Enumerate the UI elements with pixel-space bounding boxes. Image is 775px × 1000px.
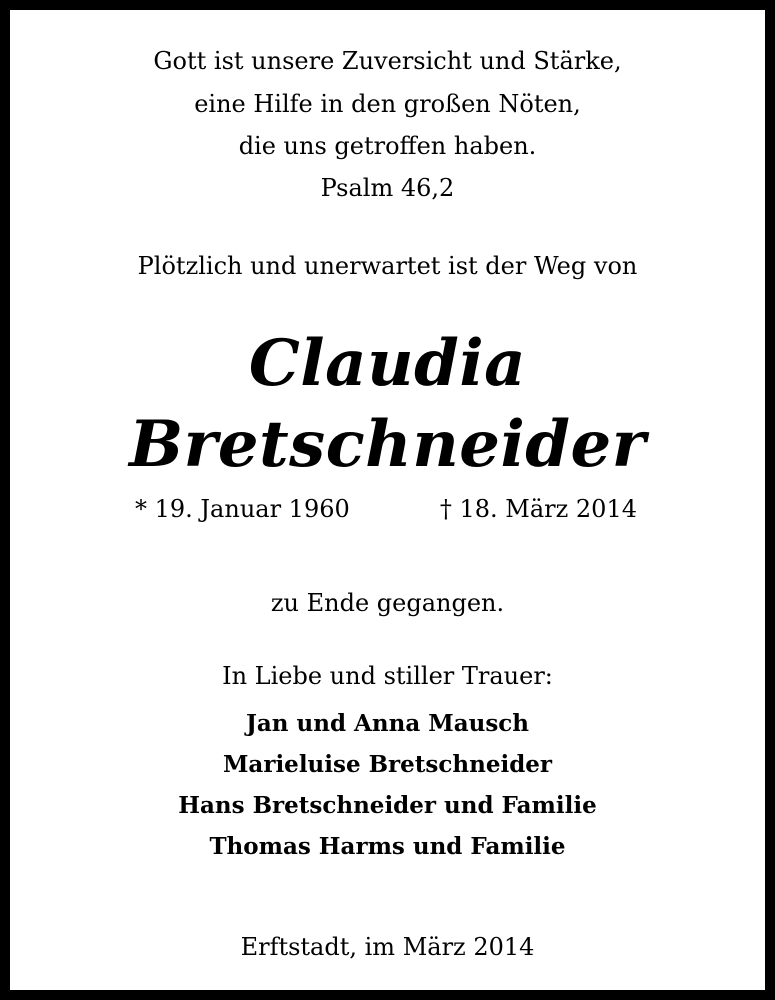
verse-line-3: die uns getroffen haben. xyxy=(238,132,537,160)
mourner-2: Marieluise Bretschneider xyxy=(222,751,553,778)
intro-text: Plötzlich und unerwartet ist der Weg von xyxy=(137,252,638,280)
mourning-phrase: In Liebe und stiller Trauer: xyxy=(222,662,553,690)
death-date: † 18. März 2014 xyxy=(439,495,637,523)
deceased-last-name: Bretschneider xyxy=(129,407,646,482)
verse-line-1: Gott ist unsere Zuversicht und Stärke, xyxy=(153,47,622,75)
closing-text: zu Ende gegangen. xyxy=(270,589,505,617)
verse-reference: Psalm 46,2 xyxy=(320,174,455,202)
mourner-4: Thomas Harms und Familie xyxy=(209,833,566,860)
birth-date: * 19. Januar 1960 xyxy=(135,495,350,523)
mourner-3: Hans Bretschneider und Familie xyxy=(178,792,597,819)
place-date: Erftstadt, im März 2014 xyxy=(240,933,535,961)
verse-line-2: eine Hilfe in den großen Nöten, xyxy=(194,90,581,118)
deceased-first-name: Claudia xyxy=(248,326,527,401)
life-dates xyxy=(10,494,765,524)
mourner-1: Jan und Anna Mausch xyxy=(245,710,529,737)
